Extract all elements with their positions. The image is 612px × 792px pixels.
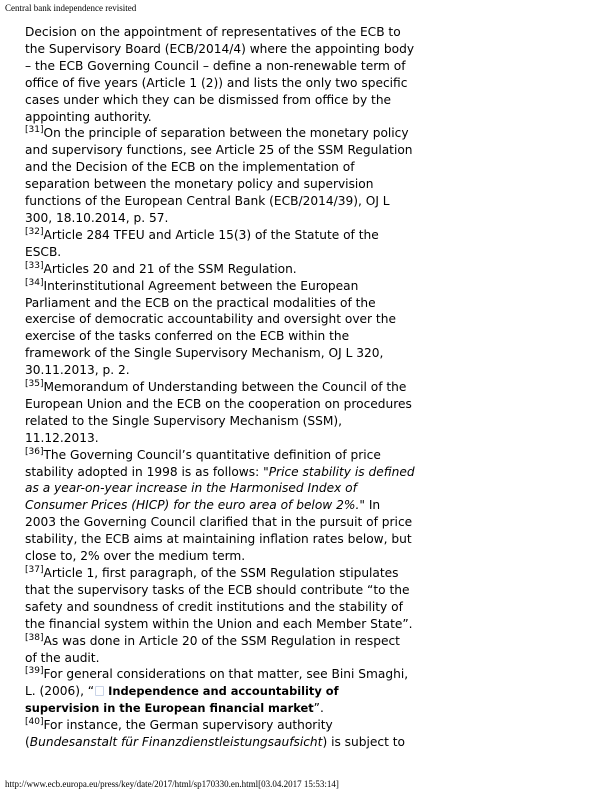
footnote-number[interactable]: [32]	[25, 226, 44, 237]
page-header: Central bank independence revisited	[5, 3, 137, 13]
footnote-38	[25, 633, 415, 667]
footnote-text: For general considerations on that matter, see Bini Smaghi, L. (2006), “	[25, 667, 409, 699]
footnote-35	[25, 379, 415, 447]
footnote-continuation: Decision on the appointment of representatives of the ECB to the Supervisory Board (ECB/2014/4) where the appointing body – the ECB Governing Council – define a non-renewable term of office of five years (Article 1 (2)) and lists the only two specific cases under which they can be dismissed from office by the appointing authority.	[25, 25, 415, 124]
footnote-text: The Governing Council’s quantitative definition of price stability adopted in 1998 is as follows: "	[25, 447, 381, 479]
footnote-text: As was done in Article 20 of the SSM Regulation in respect of the audit.	[25, 633, 400, 665]
footnote-31	[25, 125, 415, 226]
footnote-text-tail: " In 2003 the Governing Council clarified that in the pursuit of price stability, the ECB aims at maintaining inflation rates below, but close to, 2% over the medium term.	[25, 498, 413, 564]
footnote-text: Interinstitutional Agreement between the European Parliament and the ECB on the practical modalities of the exercise of democratic accountability and oversight over the exercise of the tasks conferred on the ECB within the framework of the Single Supervisory Mechanism, OJ L 320, 30.11.2013, p. 2.	[25, 278, 396, 378]
footnote-33	[25, 261, 415, 278]
page-footer-url: http://www.ecb.europa.eu/press/key/date/2017/html/sp170330.en.html[03.04.2017 15:53:14]	[5, 779, 339, 789]
footnote-number[interactable]: [34]	[25, 277, 44, 288]
footnote-number[interactable]: [36]	[25, 446, 44, 457]
footnote-number[interactable]: [35]	[25, 379, 44, 390]
footnote-36	[25, 447, 415, 565]
footnote-text: On the principle of separation between the monetary policy and supervisory functions, see Article 25 of the SSM Regulation and the Decision of the ECB on the implementation of separation between the monetary policy and supervision functions of the European Central Bank (ECB/2014/39), OJ L 300, 18.10.2014, p. 57.	[25, 126, 413, 225]
footnote-number[interactable]: [37]	[25, 565, 44, 575]
footnote-34	[25, 278, 415, 379]
footnote-number[interactable]: [31]	[25, 125, 44, 136]
footnote-text-tail: ”.	[313, 701, 324, 716]
footnote-number[interactable]: [38]	[25, 632, 44, 643]
footnote-text-tail: ) is subject to	[322, 735, 405, 750]
footnote-37	[25, 565, 415, 633]
footnotes-list	[25, 24, 415, 751]
footnote-text: For instance, the German supervisory authority (	[25, 718, 333, 750]
footnote-32	[25, 227, 415, 261]
footnote-40	[25, 717, 415, 751]
footnote-text: Article 1, first paragraph, of the SSM Regulation stipulates that the supervisory tasks of the ECB should contribute “to the safety and soundness of credit institutions and the stability of the financial system within the Union and each Member State”.	[25, 566, 413, 631]
footnote-italic-name: Bundesanstalt für Finanzdienstleistungsaufsicht	[29, 735, 323, 750]
footnote-italic-quote: Price stability is defined as a year-on-year increase in the Harmonised Index of Consumer Prices (HICP) for the euro area of below 2%.	[25, 464, 415, 513]
footnote-39	[25, 666, 415, 717]
footnote-text: Memorandum of Understanding between the Council of the European Union and the ECB on the cooperation on procedures related to the Single Supervisory Mechanism (SSM), 11.12.2013.	[25, 380, 412, 445]
footnote-text: Articles 20 and 21 of the SSM Regulation.	[43, 261, 297, 276]
external-link-icon	[95, 686, 104, 696]
footnote-text: Article 284 TFEU and Article 15(3) of the Statute of the ESCB.	[25, 227, 379, 259]
publication-link[interactable]: Independence and accountability of supervision in the European financial market	[25, 684, 339, 716]
footnote-number[interactable]: [40]	[25, 717, 44, 728]
footnote-number[interactable]: [33]	[25, 260, 44, 271]
footnote-number[interactable]: [39]	[25, 666, 44, 677]
